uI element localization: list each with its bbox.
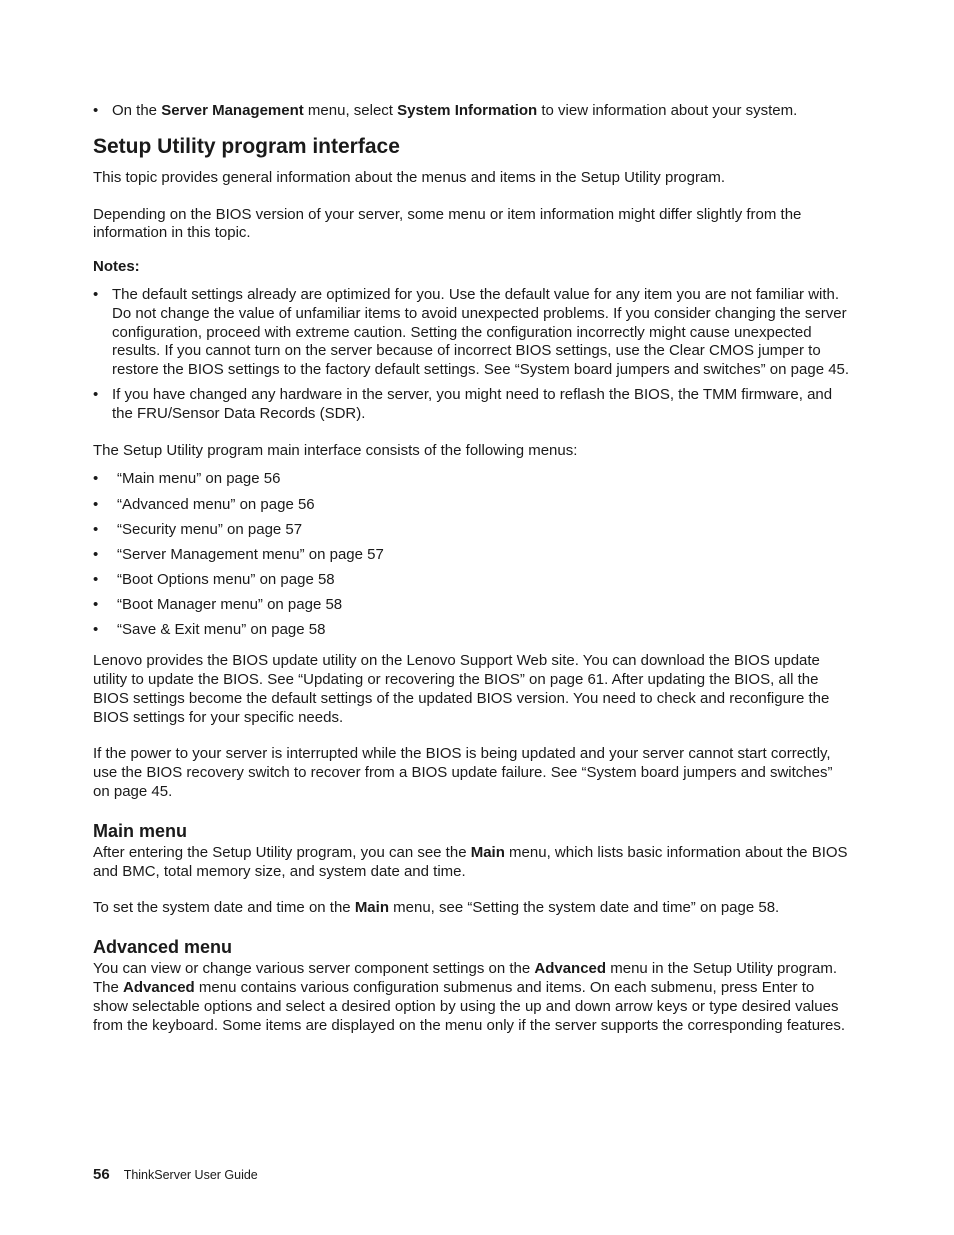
page-footer	[93, 1165, 258, 1185]
document-page	[93, 102, 853, 1035]
note-item: • If you have changed any hardware in the server, you might need to reflash the BIOS, the TMM firmware, and the FRU/Sensor Data Records (SDR).	[93, 386, 853, 424]
bios-version-paragraph: Depending on the BIOS version of your server, some menu or item information might differ slightly from the information in this topic.	[93, 205, 802, 242]
advanced-menu-heading: Advanced menu	[93, 937, 233, 958]
menu-list-item: • “Advanced menu” on page 56	[93, 496, 853, 515]
page-number: 56	[93, 1166, 110, 1183]
menus-intro-paragraph: The Setup Utility program main interface consists of the following menus:	[93, 441, 578, 459]
advanced-menu-paragraph: You can view or change various server component settings on the Advanced menu in the Setup Utility program. The Advanced menu contains various configuration submenus and items. On each submenu, press Enter to show selectable options and select a desired option by using the up and down arrow keys or type desired values from the keyboard. Some items are displayed on the menu only if the server supports the corresponding features.	[93, 960, 846, 1034]
intro-bullet: • On the Server Management menu, select System Information to view information about your system.	[93, 102, 853, 121]
main-menu-paragraph: After entering the Setup Utility program, you can see the Main menu, which lists basic information about the BIOS and BMC, total memory size, and system date and time.	[93, 843, 848, 880]
bios-update-paragraph: Lenovo provides the BIOS update utility on the Lenovo Support Web site. You can download the BIOS update utility to update the BIOS. See “Updating or recovering the BIOS” on page 61. After updating the BIOS, all the BIOS settings become the default settings of the updated BIOS version. You need to check and reconfigure the BIOS settings for your specific needs.	[93, 652, 830, 726]
note-item: • The default settings already are optimized for you. Use the default value for any item you are not familiar with. Do not change the value of unfamiliar items to avoid unexpected problems. If you consider changing the server configuration, proceed with extreme caution. Setting the configuration incorrectly might cause unexpected results. If you cannot turn on the server because of incorrect BIOS settings, use the Clear CMOS jumper to restore the BIOS settings to the factory default settings. See “System board jumpers and switches” on page 45.	[93, 286, 853, 380]
document-title: ThinkServer User Guide	[123, 1168, 258, 1182]
section-intro-paragraph: This topic provides general information about the menus and items in the Setup Utility program.	[93, 168, 725, 186]
menus-list	[93, 470, 853, 640]
menu-list-item: • “Server Management menu” on page 57	[93, 546, 853, 565]
menu-list-item: • “Security menu” on page 57	[93, 521, 853, 540]
bios-recovery-paragraph: If the power to your server is interrupted while the BIOS is being updated and your server cannot start correctly, use the BIOS recovery switch to recover from a BIOS update failure. See “System board jumpers and switches” on page 45.	[93, 745, 833, 801]
menu-list-item: • “Boot Manager menu” on page 58	[93, 596, 853, 615]
menu-list-item: • “Save & Exit menu” on page 58	[93, 621, 853, 640]
main-menu-date-paragraph: To set the system date and time on the Main menu, see “Setting the system date and time” on page 58.	[93, 899, 780, 917]
notes-heading: Notes:	[93, 258, 140, 276]
menu-list-item: • “Main menu” on page 56	[93, 470, 853, 489]
notes-list	[93, 286, 853, 424]
menu-list-item: • “Boot Options menu” on page 58	[93, 571, 853, 590]
intro-list	[93, 102, 853, 121]
section-title: Setup Utility program interface	[93, 134, 400, 158]
main-menu-heading: Main menu	[93, 820, 188, 841]
